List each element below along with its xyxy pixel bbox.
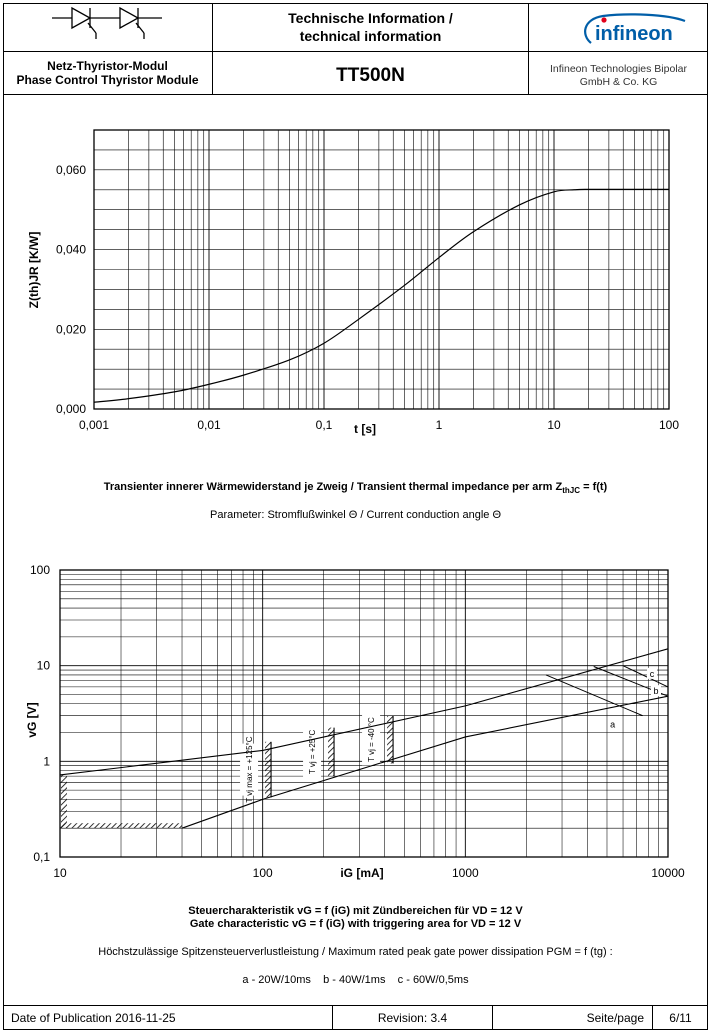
company-name-2: GmbH & Co. KG <box>579 76 658 88</box>
power-curve-c <box>623 666 668 687</box>
gate-characteristic-chart <box>0 560 713 890</box>
datasheet-header <box>3 3 708 95</box>
chart1-caption-text: Transienter innerer Wärmewiderstand je Zweig / Transient thermal impedance per arm Z <box>103 481 563 493</box>
chart1-x-tick-label: 0,1 <box>315 418 333 432</box>
infineon-logo-mark <box>577 13 697 49</box>
trigger-region-bottom-hatch <box>60 823 182 828</box>
chart1-grid <box>94 130 669 409</box>
header-title-cell <box>213 3 529 94</box>
logo-wordmark: infineon <box>595 23 673 45</box>
chart2-plot-area <box>60 570 668 857</box>
chart1-y-tick-label: 0,000 <box>55 402 86 416</box>
chart1-caption <box>3 481 708 495</box>
power-curve-a <box>546 675 643 716</box>
revision: Revision: 3.4 <box>333 1006 493 1030</box>
trigger-region-label: T vj = +25°C <box>308 729 318 775</box>
chart2-x-tick-label: 10 <box>53 866 67 880</box>
chart2-grid <box>60 570 668 857</box>
chart2-xlabel: iG [mA] <box>340 866 384 880</box>
chart1-xlabel: t [s] <box>354 422 376 436</box>
chart2-caption-en: Gate characteristic vG = f (iG) with triggering area for VD = 12 V <box>189 918 522 930</box>
chart1-y-tick-label: 0,040 <box>55 242 86 257</box>
header-module-cell <box>3 3 213 94</box>
header-divider <box>529 51 708 52</box>
module-name-en: Phase Control Thyristor Module <box>16 73 199 87</box>
chart1-x-tick-label: 10 <box>547 418 561 432</box>
chart2-y-tick-label: 100 <box>29 563 50 577</box>
chart1-x-tick-label: 1 <box>435 418 443 432</box>
chart2-x-tick-label: 10000 <box>651 866 685 880</box>
datasheet-footer <box>3 1005 708 1030</box>
doc-title-en: technical information <box>299 28 442 44</box>
chart2-y-tick-label: 1 <box>43 754 50 769</box>
chart2-y-tick-label: 10 <box>36 658 50 673</box>
trigger-region-left-hatch <box>61 775 67 828</box>
company-name-1: Infineon Technologies Bipolar <box>550 63 687 75</box>
chart1-y-tick-label: 0,060 <box>55 162 86 177</box>
header-divider <box>213 51 528 52</box>
chart2-x-tick-label: 100 <box>252 866 273 880</box>
trigger-region-label: T vj = -40 °C <box>367 717 377 762</box>
chart2-ylabel: vG [V] <box>25 702 39 738</box>
chart2-trigger-regions <box>60 714 393 829</box>
chart2-caption-de: Steuercharakteristik vG = f (iG) mit Zündbereichen für VD = 12 V <box>188 905 523 917</box>
thyristor-symbol-icon <box>48 3 168 49</box>
header-company-cell <box>529 3 708 94</box>
chart1-parameter: Parameter: Stromflußwinkel Θ / Current conduction angle Θ <box>209 509 501 521</box>
chart1-caption-sub: thJC <box>562 486 581 496</box>
chart1-x-tick-label: 0,01 <box>197 418 221 432</box>
chart1-caption-end: = f(t) <box>580 481 608 493</box>
chart1-x-ticks <box>79 418 679 432</box>
chart2-power-legend: a - 20W/10ms b - 40W/1ms c - 60W/0,5ms <box>242 974 469 986</box>
chart2-power-caption: Höchstzulässige Spitzensteuerverlustleistung / Maximum rated peak gate power dissipation PGM = f (tg) : <box>98 946 613 958</box>
chart2-x-tick-label: 1000 <box>451 866 479 880</box>
power-curve-label-c: c <box>649 668 655 679</box>
chart1-x-tick-label: 100 <box>658 418 680 432</box>
power-curve-label-b: b <box>653 686 659 697</box>
doc-title-de: Technische Information / <box>288 10 453 26</box>
chart1-x-tick-label: 0,001 <box>78 418 110 432</box>
chart1-y-ticks <box>56 163 86 416</box>
infineon-logo <box>577 13 697 47</box>
header-divider <box>3 51 212 52</box>
publication-date: Date of Publication 2016-11-25 <box>3 1006 333 1030</box>
page-label: Seite/page <box>493 1006 653 1030</box>
chart1-series-line <box>94 189 669 402</box>
power-curve-label-a: a <box>610 719 616 730</box>
module-name-de: Netz-Thyristor-Modul <box>47 59 168 73</box>
chart1-y-tick-label: 0,020 <box>55 322 86 337</box>
trigger-region-label: T vj max = +125°C <box>245 736 255 803</box>
chart1-ylabel: Z(th)JR [K/W] <box>27 231 41 309</box>
part-number: TT500N <box>336 65 405 86</box>
chart2-y-tick-label: 0,1 <box>33 850 50 864</box>
page-number: 6/11 <box>669 1011 692 1025</box>
